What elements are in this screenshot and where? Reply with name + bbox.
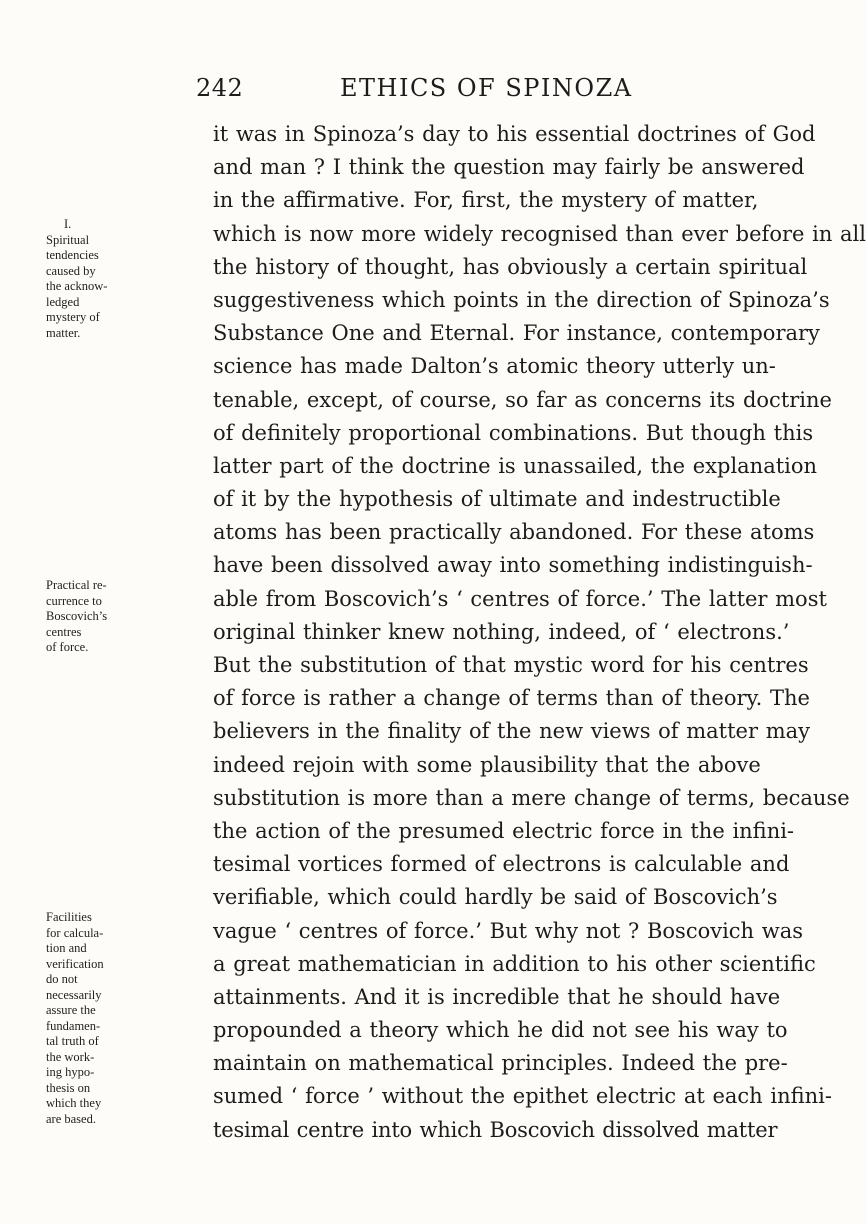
- sidenote-line: Facilities: [46, 910, 92, 924]
- sidenote-line: I.: [64, 217, 72, 231]
- sidenote-line: Spiritual: [46, 232, 90, 247]
- sidenote-line: tion and: [46, 941, 87, 955]
- sidenote-line: ing hypo-: [46, 1065, 95, 1079]
- sidenote-line: Practical re-: [46, 578, 107, 592]
- text-line: have been dissolved away into something indistinguish-: [213, 553, 813, 578]
- text-line: the history of thought, has obviously a certain spiritual: [213, 254, 808, 279]
- sidenote-line: tendencies: [46, 248, 99, 262]
- sidenote-line: matter.: [46, 325, 81, 340]
- text-line: propounded a theory which he did not see his way to: [213, 1018, 788, 1043]
- text-line: able from Boscovich’s ‘ centres of force.’ The latter most: [213, 586, 827, 611]
- main-text: [213, 118, 866, 1147]
- text-line: of force is rather a change of terms than of theory. The: [213, 686, 810, 711]
- text-line: maintain on mathematical principles. Indeed the pre-: [213, 1051, 788, 1076]
- text-line: science has made Dalton’s atomic theory utterly un-: [213, 354, 776, 379]
- sidenote-line: the acknow-: [46, 279, 108, 293]
- text-line: verifiable, which could hardly be said of Boscovich’s: [213, 885, 778, 910]
- text-line: in the affirmative. For, first, the mystery of matter,: [213, 188, 759, 213]
- text-line: of it by the hypothesis of ultimate and indestructible: [213, 487, 781, 512]
- text-line: tenable, except, of course, so far as concerns its doctrine: [213, 387, 832, 412]
- sidenote-line: the work-: [46, 1049, 95, 1064]
- sidenote-line: thesis on: [46, 1080, 91, 1095]
- text-line: original thinker knew nothing, indeed, of ‘ electrons.’: [213, 619, 790, 644]
- page-header: [0, 74, 800, 114]
- sidenote-line: verification: [46, 956, 104, 971]
- text-line: it was in Spinoza’s day to his essential doctrines of God: [213, 122, 816, 146]
- sidenote-line: Boscovich’s: [46, 609, 108, 623]
- text-line: But the substitution of that mystic word for his centres: [213, 653, 809, 677]
- sidenote-line: which they: [46, 1096, 102, 1110]
- text-line: the action of the presumed electric force in the infini-: [213, 818, 795, 843]
- sidenote-line: ledged: [46, 294, 80, 309]
- running-title: ETHICS OF SPINOZA: [340, 74, 633, 102]
- text-line: which is now more widely recognised than ever before in all: [213, 221, 866, 246]
- text-line: and man ? I think the question may fairly be answered: [213, 155, 805, 180]
- text-line: substitution is more than a mere change of terms, because: [213, 785, 850, 810]
- sidenote-line: fundamen-: [46, 1018, 101, 1033]
- sidenote-line: currence to: [46, 593, 102, 608]
- sidenote-spiritual-tendencies: [46, 217, 107, 341]
- sidenote-line: assure the: [46, 1003, 96, 1017]
- text-line: indeed rejoin with some plausibility that the above: [213, 752, 761, 777]
- text-line: a great mathematician in addition to his other scientific: [213, 951, 816, 976]
- sidenote-facilities: [46, 910, 104, 1127]
- sidenote-line: are based.: [46, 1111, 96, 1126]
- text-line: tesimal vortices formed of electrons is calculable and: [213, 852, 790, 877]
- sidenote-line: do not: [46, 972, 78, 986]
- text-line: atoms has been practically abandoned. For these atoms: [213, 520, 815, 545]
- text-line: tesimal centre into which Boscovich dissolved matter: [213, 1117, 778, 1142]
- text-line: vague ‘ centres of force.’ But why not ? Boscovich was: [213, 918, 804, 943]
- page-number: 242: [196, 74, 244, 102]
- sidenote-line: for calcula-: [46, 925, 104, 940]
- sidenote-line: caused by: [46, 263, 96, 278]
- text-line: Substance One and Eternal. For instance, contemporary: [213, 321, 820, 346]
- sidenote-line: of force.: [46, 640, 89, 654]
- text-line: attainments. And it is incredible that he should have: [213, 984, 781, 1009]
- sidenote-line: tal truth of: [46, 1034, 99, 1048]
- sidenote-line: necessarily: [46, 987, 102, 1002]
- sidenote-boscovich: [46, 578, 107, 656]
- sidenote-line: mystery of: [46, 310, 100, 324]
- text-line: of definitely proportional combinations. But though this: [213, 420, 814, 445]
- text-line: suggestiveness which points in the direction of Spinoza’s: [213, 287, 830, 312]
- sidenote-line: centres: [46, 624, 82, 639]
- text-line: latter part of the doctrine is unassailed, the explanation: [213, 453, 818, 478]
- text-line: sumed ‘ force ’ without the epithet electric at each infini-: [213, 1084, 832, 1109]
- text-line: believers in the finality of the new views of matter may: [213, 719, 810, 744]
